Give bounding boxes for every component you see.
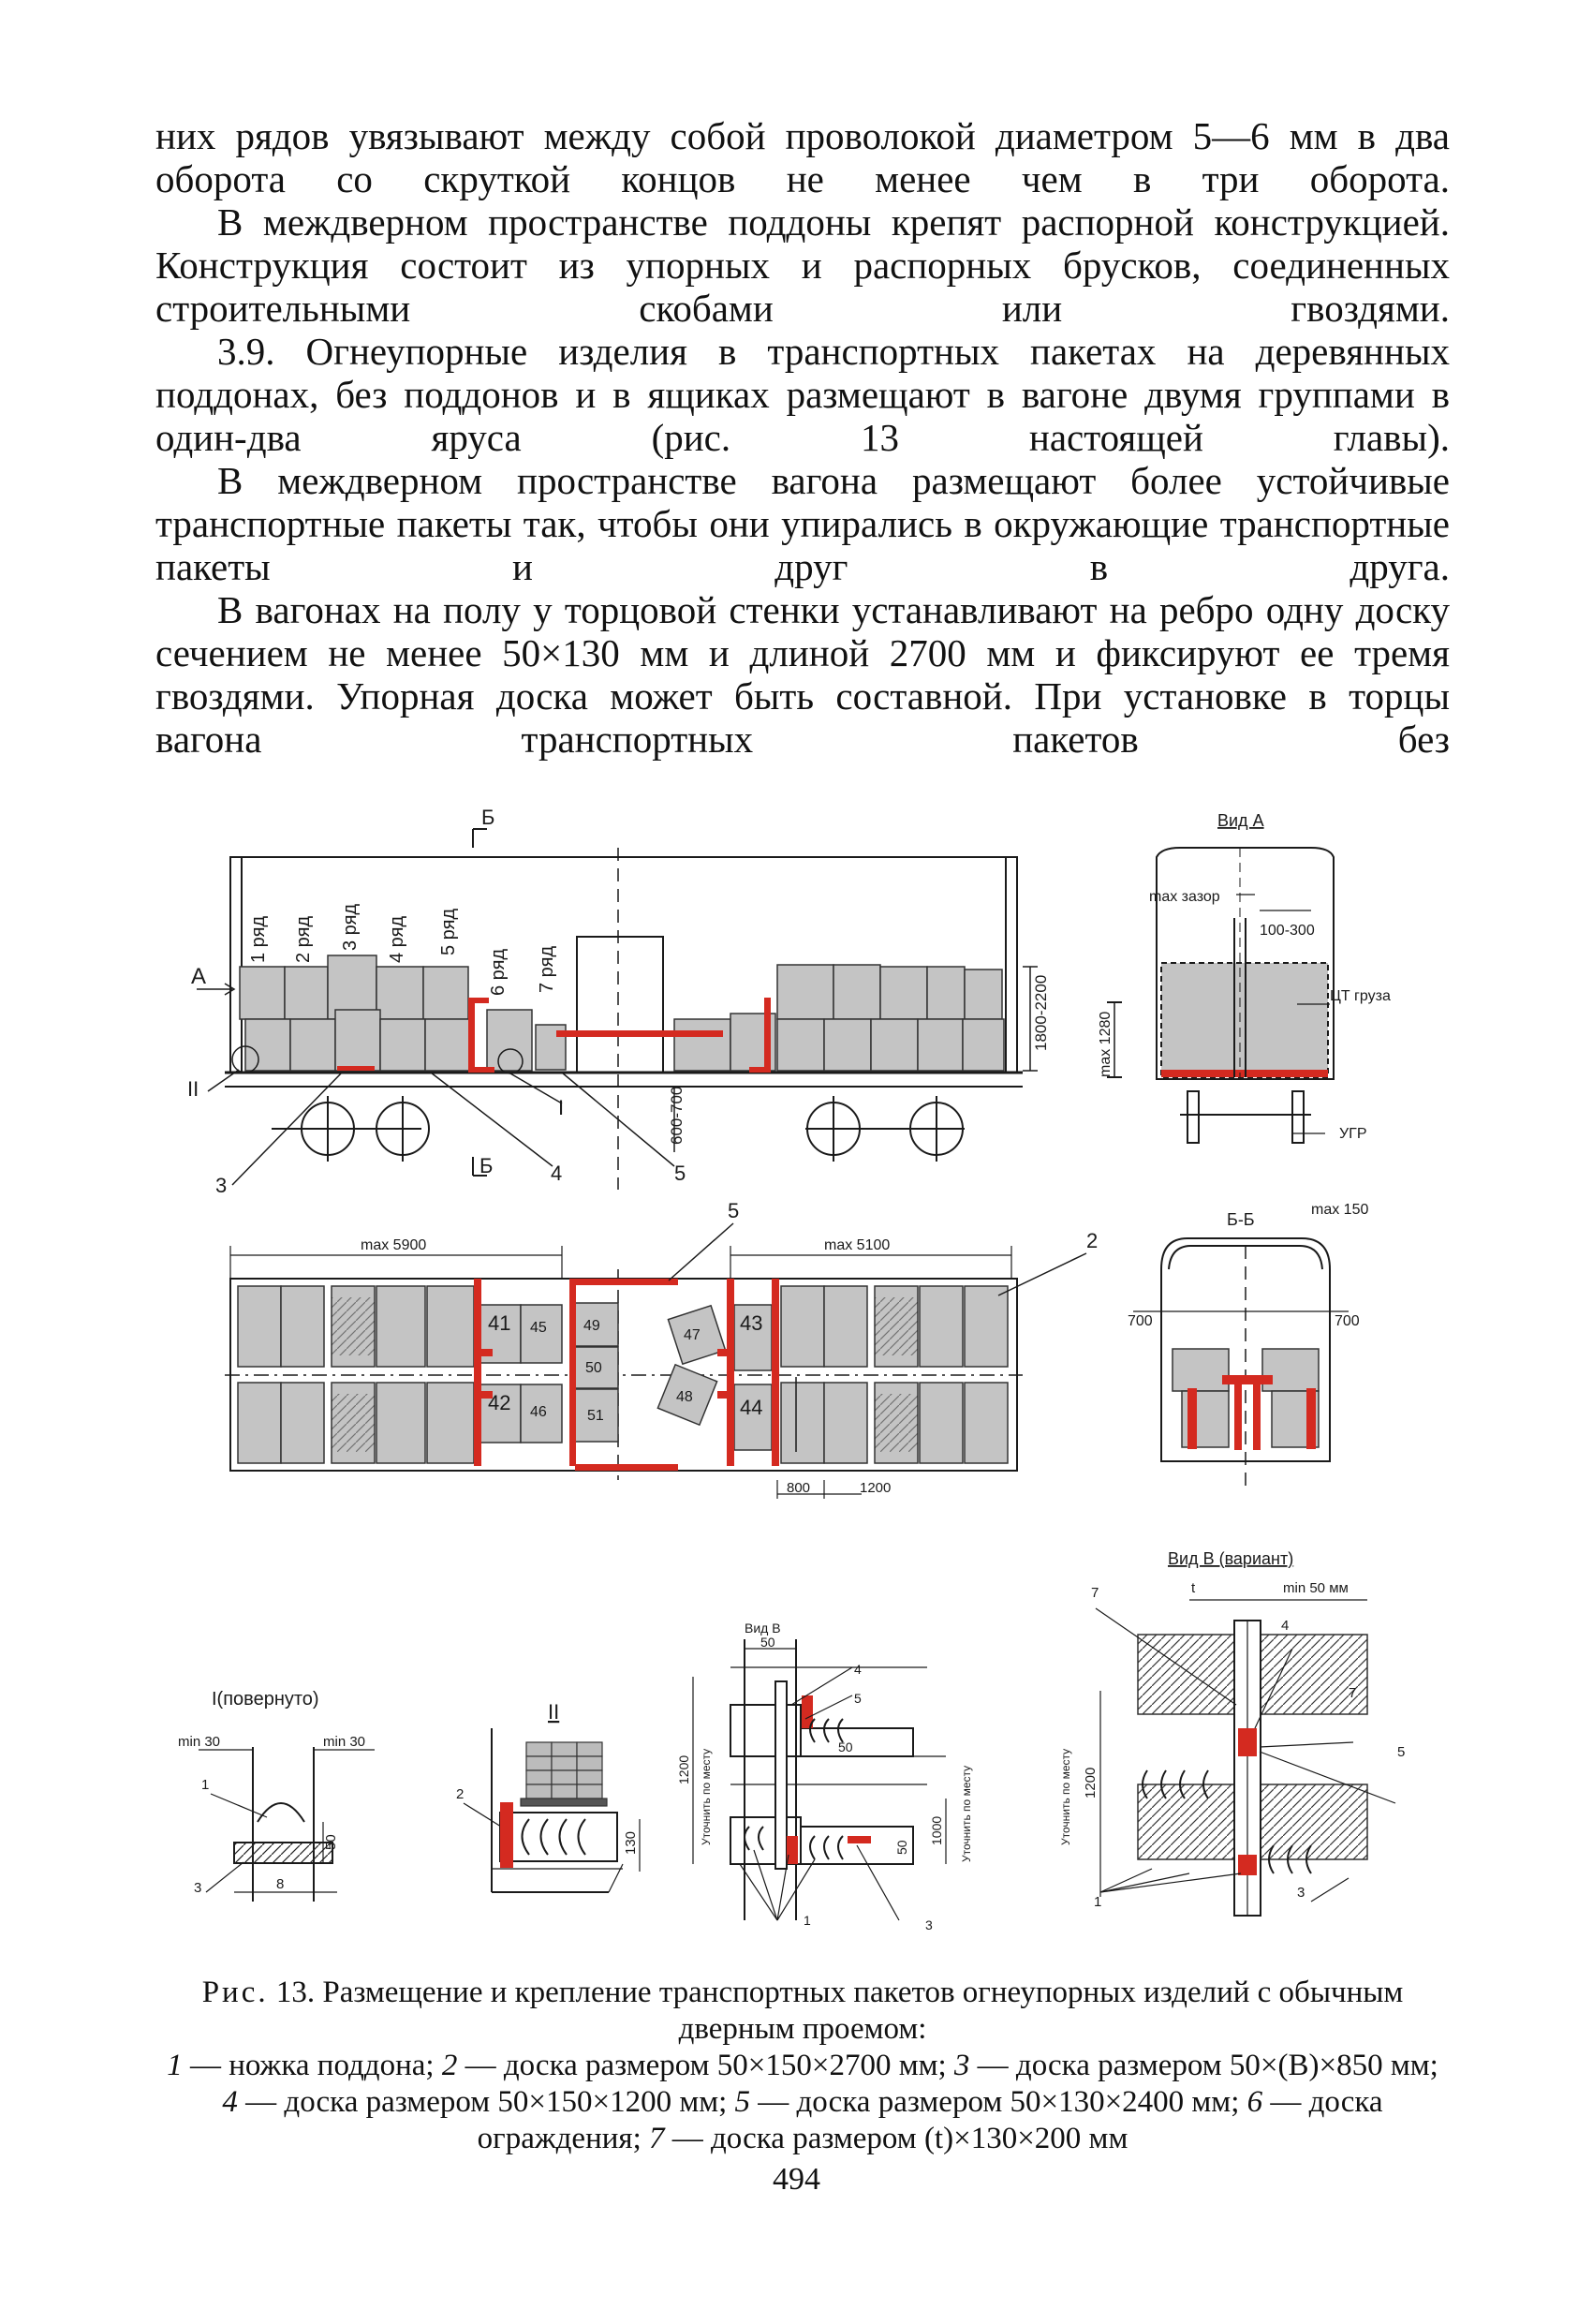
row-label-7: 7 ряд — [537, 945, 557, 993]
caption-legend — [155, 2048, 1450, 2157]
row-label-4: 4 ряд — [387, 915, 407, 963]
view-b-shapes — [745, 1681, 871, 1869]
dim-max-5900: max 5900 — [361, 1237, 427, 1253]
view-b-clarify-2: Уточнить по месту — [960, 1765, 973, 1862]
section-bb-title: Б-Б — [1227, 1210, 1255, 1229]
detail-i-n1: 1 — [201, 1777, 210, 1793]
view-b-n5: 5 — [854, 1691, 862, 1706]
view-b-1000: 1000 — [929, 1815, 944, 1845]
row-label-5: 5 ряд — [438, 908, 459, 955]
callout-4: 4 — [551, 1162, 563, 1185]
view-b-title: Вид В — [745, 1621, 781, 1636]
plan-callout-2: 2 — [1086, 1229, 1099, 1252]
detail-i-50: 50 — [323, 1834, 339, 1850]
view-a-max-gap: max зазор — [1149, 889, 1220, 905]
detail-i-n3: 3 — [194, 1880, 202, 1896]
legend-text-6: — доска ограждения; — [477, 2085, 1383, 2155]
view-a-ugr: УГР — [1339, 1126, 1367, 1142]
legend-text-5: — доска размером 50×130×2400 мм; — [750, 2085, 1247, 2119]
legend-num-7: 7 — [649, 2122, 665, 2155]
legend-num-3: 3 — [953, 2049, 970, 2082]
detail-ii-n2: 2 — [456, 1786, 465, 1802]
legend-text-4: — доска размером 50×150×1200 мм; — [237, 2085, 735, 2119]
view-b-variant-min50: min 50 мм — [1283, 1580, 1349, 1596]
pkg-49: 49 — [583, 1318, 600, 1334]
caption-label: Рис. — [201, 1976, 269, 2009]
pkg-45: 45 — [530, 1320, 547, 1336]
detail-i — [199, 1747, 375, 1902]
view-b-variant-title: Вид В (вариант) — [1168, 1549, 1294, 1568]
pkg-48: 48 — [676, 1389, 693, 1405]
row-label-6: 6 ряд — [488, 948, 509, 996]
detail-ii-pallet — [500, 1802, 617, 1868]
section-bb-700-right: 700 — [1335, 1313, 1360, 1329]
view-b-variant — [1100, 1600, 1367, 1916]
row-label-3: 3 ряд — [340, 903, 361, 951]
view-b-variant-n1: 1 — [1094, 1894, 1102, 1910]
view-a-max-h: max 1280 — [1098, 1011, 1114, 1077]
legend-num-1: 1 — [167, 2049, 183, 2082]
row-label-1: 1 ряд — [248, 915, 269, 963]
view-b-variant-1200: 1200 — [1083, 1767, 1099, 1799]
pkg-50: 50 — [585, 1360, 602, 1376]
legend-text-3: — доска размером 50×(В)×850 мм; — [969, 2049, 1438, 2082]
view-b-n4: 4 — [854, 1662, 862, 1677]
legend-num-2: 2 — [441, 2049, 458, 2082]
caption-title: 13. Размещение и крепление транспортных пакетов огнеупорных изделий с обычным дверным проемом: — [275, 1976, 1404, 2046]
view-b-50-mid: 50 — [838, 1739, 853, 1754]
callout-3: 3 — [215, 1174, 228, 1197]
callout-i: I — [558, 1096, 565, 1119]
paragraph-3: 3.9. Огнеупорные изделия в транспортных пакетах на деревянных поддонах, без поддонов и в ящиках размещают в вагоне двумя группами в один-два яруса (рис. 13 настоящей главы). — [155, 330, 1450, 459]
dim-max-5100: max 5100 — [824, 1237, 891, 1253]
view-b-variant-n5: 5 — [1397, 1744, 1406, 1760]
detail-ii-130: 130 — [623, 1830, 639, 1855]
dim-gap: 600-700 — [668, 1086, 686, 1145]
detail-ii-title: II — [548, 1700, 560, 1724]
pkg-51: 51 — [587, 1408, 604, 1424]
pkg-41: 41 — [488, 1311, 511, 1335]
legend-num-5: 5 — [734, 2085, 751, 2119]
figure-13 — [0, 806, 1593, 1958]
pkg-44: 44 — [740, 1396, 763, 1419]
dim-1200: 1200 — [860, 1480, 892, 1496]
view-b-variant-clarify: Уточнить по месту — [1059, 1748, 1072, 1845]
view-b-n1: 1 — [804, 1913, 811, 1928]
section-bb-labels — [1128, 1202, 1368, 1329]
section-bb-max150: max 150 — [1311, 1202, 1369, 1218]
pkg-43: 43 — [740, 1311, 763, 1335]
figure-caption — [155, 1975, 1450, 2157]
detail-i-min-left: min 30 — [178, 1734, 221, 1750]
pkg-47: 47 — [684, 1327, 701, 1343]
view-b-variant-n4: 4 — [1281, 1618, 1290, 1634]
view-b-1200: 1200 — [676, 1754, 691, 1784]
view-a-range: 100-300 — [1260, 923, 1315, 939]
view-b-clarify: Уточнить по месту — [700, 1748, 713, 1845]
detail-ii-stack — [521, 1742, 607, 1806]
view-b-variant-n7b: 7 — [1349, 1685, 1357, 1701]
legend-text-7: — доска размером (t)×130×200 мм — [664, 2122, 1128, 2155]
view-b-variant-n7a: 7 — [1091, 1585, 1099, 1601]
body-text — [155, 114, 1450, 761]
detail-i-title: I(повернуто) — [212, 1689, 319, 1710]
paragraph-1: них рядов увязывают между собой проволокой диаметром 5—6 мм в два оборота со скруткой концов не менее чем в три оборота. — [155, 114, 1450, 200]
view-b-50-top: 50 — [760, 1635, 775, 1650]
section-bb-700-left: 700 — [1128, 1313, 1153, 1329]
view-b-variant-t: t — [1191, 1580, 1196, 1596]
section-mark-top: Б — [481, 806, 495, 829]
paragraph-4: В междверном пространстве вагона размещают более устойчивые транспортные пакеты так, чтобы они упирались в окружающие транспортные пакеты и друг в друга. — [155, 459, 1450, 588]
detail-i-8: 8 — [276, 1876, 285, 1892]
callout-ii: II — [187, 1077, 199, 1101]
side-packages-right — [674, 965, 1004, 1071]
pkg-46: 46 — [530, 1404, 547, 1420]
caption-title-line — [155, 1975, 1450, 2048]
legend-text-1: — ножка поддона; — [182, 2049, 442, 2082]
wheelset-right — [805, 1096, 965, 1162]
paragraph-2: В междверном пространстве поддоны крепят распорной конструкцией. Конструкция состоит из упорных и распорных брусков, соединенных строительными скобами или гвоздями. — [155, 200, 1450, 330]
detail-i-labels — [178, 1689, 365, 1896]
view-b-50-low: 50 — [894, 1840, 909, 1855]
legend-num-6: 6 — [1246, 2085, 1263, 2119]
detail-i-min-right: min 30 — [323, 1734, 366, 1750]
view-b — [693, 1639, 946, 1920]
page-number: 494 — [773, 2162, 820, 2197]
legend-text-2: — доска размером 50×150×2700 мм; — [457, 2049, 954, 2082]
section-mark-bottom: Б — [479, 1154, 494, 1177]
row-label-2: 2 ряд — [293, 915, 314, 963]
view-a-title: Вид А — [1217, 811, 1264, 830]
view-a-cg: ЦТ груза — [1330, 988, 1391, 1004]
view-b-n3: 3 — [925, 1917, 933, 1932]
side-packages-left — [240, 955, 566, 1071]
callout-5: 5 — [674, 1162, 686, 1185]
dim-800: 800 — [787, 1480, 811, 1496]
view-arrow-a: A — [191, 964, 207, 989]
view-b-variant-n3: 3 — [1297, 1885, 1305, 1901]
paragraph-5: В вагонах на полу у торцовой стенки устанавливают на ребро одну доску сечением не менее 50×130 мм и длиной 2700 мм и фиксируют ее тремя гвоздями. Упорная доска может быть составной. При установке в торцы вагона транспортных пакетов без — [155, 588, 1450, 761]
pkg-42: 42 — [488, 1391, 511, 1414]
view-a — [1107, 848, 1334, 1143]
wheelset-left — [272, 1096, 429, 1162]
door-opening — [577, 937, 663, 1073]
plan-callout-5: 5 — [728, 1199, 740, 1222]
dim-height: 1800-2200 — [1032, 974, 1050, 1051]
legend-num-4: 4 — [222, 2085, 238, 2119]
